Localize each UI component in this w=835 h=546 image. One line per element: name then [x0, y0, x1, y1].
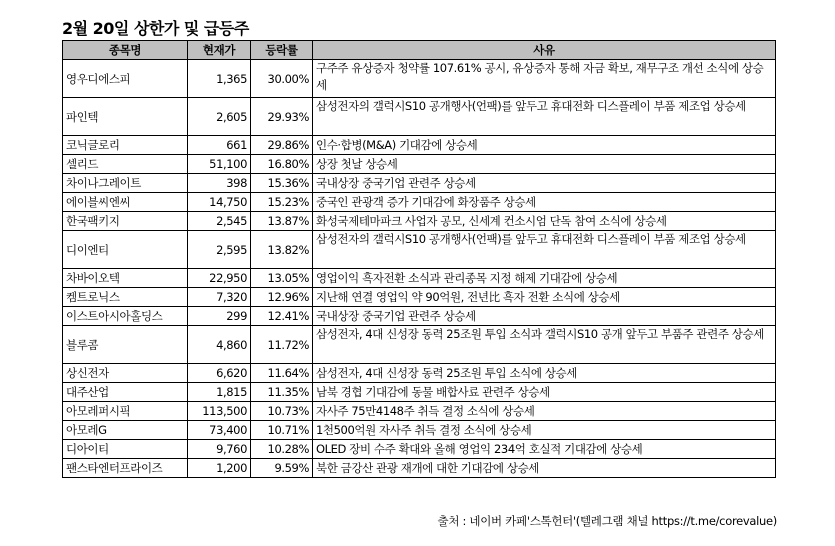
table-row: [63, 326, 776, 364]
price-cell: 113,500: [188, 402, 251, 421]
reason-cell: 삼성전자, 4대 신성장 동력 25조원 투입 소식에 상승세: [313, 364, 776, 383]
reason-cell: 국내상장 중국기업 관련주 상승세: [313, 174, 776, 193]
price-cell: 9,760: [188, 440, 251, 459]
stock-name-cell: 상신전자: [63, 364, 188, 383]
change-rate-cell: 30.00%: [251, 60, 313, 98]
table-row: [63, 288, 776, 307]
table-row: [63, 231, 776, 269]
table-row: [63, 383, 776, 402]
reason-cell: 구주주 유상증자 청약률 107.61% 공시, 유상증자 통해 자금 확보, 재무구조 개선 소식에 상승세: [313, 60, 776, 98]
price-cell: 6,620: [188, 364, 251, 383]
price-cell: 14,750: [188, 193, 251, 212]
stock-name-cell: 차바이오텍: [63, 269, 188, 288]
price-cell: 2,595: [188, 231, 251, 269]
header-rate: 등락률: [251, 41, 313, 60]
reason-cell: 영업이익 흑자전환 소식과 관리종목 지정 해제 기대감에 상승세: [313, 269, 776, 288]
change-rate-cell: 11.35%: [251, 383, 313, 402]
reason-cell: 1천500억원 자사주 취득 결정 소식에 상승세: [313, 421, 776, 440]
table-row: [63, 212, 776, 231]
reason-cell: 국내상장 중국기업 관련주 상승세: [313, 307, 776, 326]
header-reason: 사유: [313, 41, 776, 60]
stock-name-cell: 켐트로닉스: [63, 288, 188, 307]
price-cell: 661: [188, 136, 251, 155]
price-cell: 299: [188, 307, 251, 326]
price-cell: 1,815: [188, 383, 251, 402]
change-rate-cell: 29.93%: [251, 98, 313, 136]
stock-name-cell: 디아이티: [63, 440, 188, 459]
reason-cell: 남북 경협 기대감에 동물 배합사료 관련주 상승세: [313, 383, 776, 402]
stock-name-cell: 아모레퍼시픽: [63, 402, 188, 421]
stock-name-cell: 디이엔티: [63, 231, 188, 269]
change-rate-cell: 13.82%: [251, 231, 313, 269]
stock-name-cell: 블루콤: [63, 326, 188, 364]
change-rate-cell: 12.96%: [251, 288, 313, 307]
stock-name-cell: 이스트아시아홀딩스: [63, 307, 188, 326]
price-cell: 7,320: [188, 288, 251, 307]
reason-cell: 화성국제테마파크 사업자 공모, 신세계 컨소시엄 단독 참여 소식에 상승세: [313, 212, 776, 231]
header-price: 현재가: [188, 41, 251, 60]
price-cell: 73,400: [188, 421, 251, 440]
price-cell: 1,200: [188, 459, 251, 478]
reason-cell: 상장 첫날 상승세: [313, 155, 776, 174]
stock-name-cell: 에이블씨엔씨: [63, 193, 188, 212]
change-rate-cell: 9.59%: [251, 459, 313, 478]
change-rate-cell: 13.87%: [251, 212, 313, 231]
reason-cell: 인수·합병(M&A) 기대감에 상승세: [313, 136, 776, 155]
change-rate-cell: 11.64%: [251, 364, 313, 383]
reason-cell: 삼성전자의 갤럭시S10 공개행사(언팩)를 앞두고 휴대전화 디스플레이 부품 제조업 상승세: [313, 231, 776, 269]
price-cell: 4,860: [188, 326, 251, 364]
reason-cell: 북한 금강산 관광 재개에 대한 기대감에 상승세: [313, 459, 776, 478]
reason-cell: 삼성전자, 4대 신성장 동력 25조원 투입 소식과 갤럭시S10 공개 앞두고 부품주 관련주 상승세: [313, 326, 776, 364]
stock-name-cell: 차이나그레이트: [63, 174, 188, 193]
table-row: [63, 307, 776, 326]
reason-cell: 중국인 관광객 증가 기대감에 화장품주 상승세: [313, 193, 776, 212]
page-title: 2월 20일 상한가 및 급등주: [62, 19, 249, 38]
table-row: [63, 459, 776, 478]
table-row: [63, 193, 776, 212]
table-row: [63, 60, 776, 98]
stock-name-cell: 아모레G: [63, 421, 188, 440]
reason-cell: OLED 장비 수주 확대와 올해 영업익 234억 호실적 기대감에 상승세: [313, 440, 776, 459]
stock-name-cell: 셀리드: [63, 155, 188, 174]
change-rate-cell: 10.28%: [251, 440, 313, 459]
stock-name-cell: 대주산업: [63, 383, 188, 402]
table-row: [63, 440, 776, 459]
price-cell: 1,365: [188, 60, 251, 98]
table-row: [63, 174, 776, 193]
change-rate-cell: 29.86%: [251, 136, 313, 155]
change-rate-cell: 13.05%: [251, 269, 313, 288]
table-row: [63, 155, 776, 174]
change-rate-cell: 15.23%: [251, 193, 313, 212]
stock-table: [62, 40, 776, 478]
change-rate-cell: 16.80%: [251, 155, 313, 174]
price-cell: 22,950: [188, 269, 251, 288]
price-cell: 51,100: [188, 155, 251, 174]
stock-name-cell: 팬스타엔터프라이즈: [63, 459, 188, 478]
table-row: [63, 402, 776, 421]
stock-name-cell: 코닉글로리: [63, 136, 188, 155]
table-row: [63, 364, 776, 383]
change-rate-cell: 12.41%: [251, 307, 313, 326]
price-cell: 2,605: [188, 98, 251, 136]
price-cell: 2,545: [188, 212, 251, 231]
reason-cell: 지난해 연결 영업익 약 90억원, 전년比 흑자 전환 소식에 상승세: [313, 288, 776, 307]
reason-cell: 삼성전자의 갤럭시S10 공개행사(언팩)를 앞두고 휴대전화 디스플레이 부품 제조업 상승세: [313, 98, 776, 136]
reason-cell: 자사주 75만4148주 취득 결정 소식에 상승세: [313, 402, 776, 421]
table-row: [63, 421, 776, 440]
change-rate-cell: 10.73%: [251, 402, 313, 421]
stock-name-cell: 영우디에스피: [63, 60, 188, 98]
price-cell: 398: [188, 174, 251, 193]
table-header-row: [63, 41, 776, 60]
table-row: [63, 98, 776, 136]
change-rate-cell: 15.36%: [251, 174, 313, 193]
table-row: [63, 136, 776, 155]
change-rate-cell: 11.72%: [251, 326, 313, 364]
change-rate-cell: 10.71%: [251, 421, 313, 440]
header-name: 종목명: [63, 41, 188, 60]
table-body: [63, 60, 776, 478]
stock-name-cell: 한국팩키지: [63, 212, 188, 231]
stock-name-cell: 파인텍: [63, 98, 188, 136]
source-note: 출처 : 네이버 카페'스톡헌터'(텔레그램 채널 https://t.me/corevalue): [437, 514, 777, 528]
table-row: [63, 269, 776, 288]
